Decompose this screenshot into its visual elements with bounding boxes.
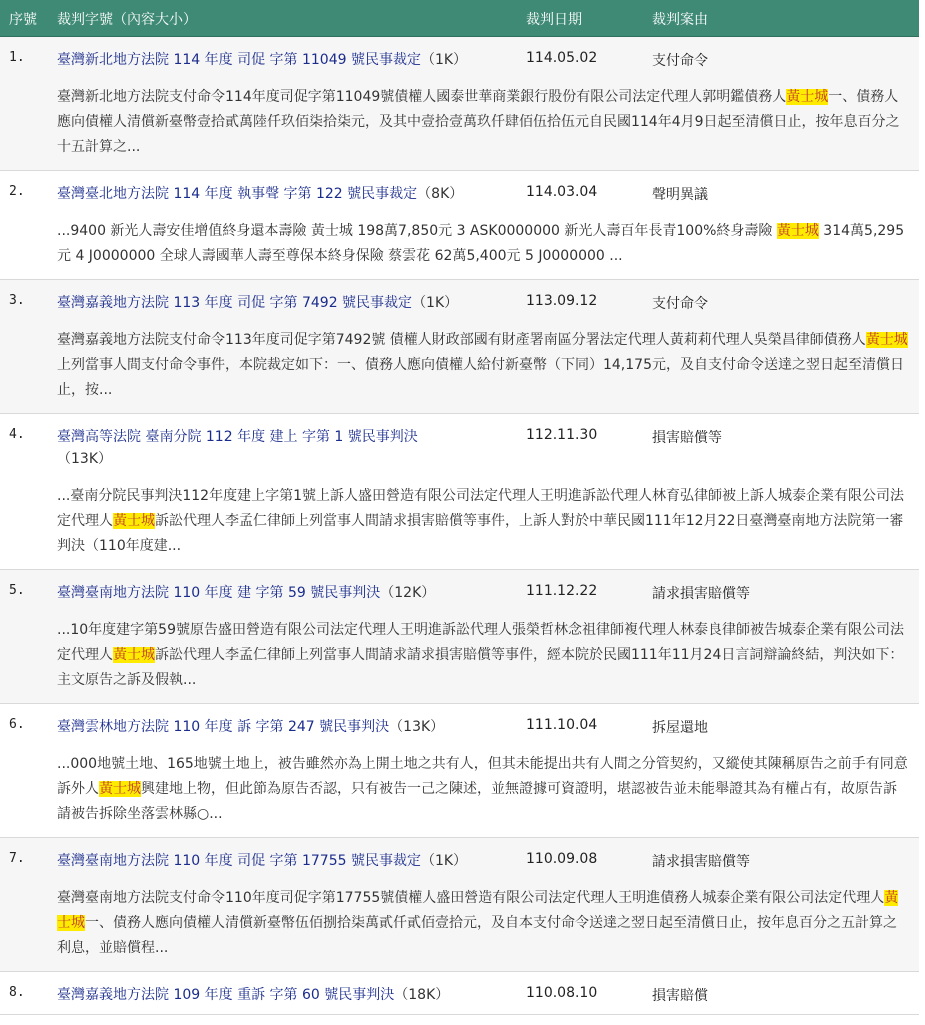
header-reason: 裁判案由 (652, 12, 708, 28)
search-highlight: 黃士城 (99, 781, 141, 797)
row-index: 4. (9, 427, 25, 442)
judgment-date: 111.12.22 (526, 583, 598, 599)
table-row (0, 570, 919, 704)
table-row (0, 414, 919, 570)
judgment-reason: 聲明異議 (652, 187, 708, 203)
row-index: 1. (9, 50, 25, 65)
judgment-link[interactable]: 臺灣雲林地方法院 110 年度 訴 字第 247 號民事判決（13K） (57, 719, 445, 735)
judgment-link[interactable]: 臺灣高等法院 臺南分院 112 年度 建上 字第 1 號民事判決 （13K） (57, 429, 418, 467)
content-size: （12K） (380, 585, 436, 601)
judgment-link[interactable]: 臺灣嘉義地方法院 109 年度 重訴 字第 60 號民事判決（18K） (57, 987, 450, 1003)
row-index: 3. (9, 293, 25, 308)
table-row (0, 37, 919, 171)
judgment-summary: 臺灣嘉義地方法院支付命令113年度司促字第7492號 債權人財政部國有財產署南區分署法定代理人黃莉莉代理人吳榮昌律師債務人黃士城上列當事人間支付命令事件，本院裁定如下：一、債務人應向債權人給付新臺幣（下同）14,175元，及自支付命令送達之翌日起至清償日止，按... (57, 332, 908, 398)
judgment-link[interactable]: 臺灣新北地方法院 114 年度 司促 字第 11049 號民事裁定（1K） (57, 52, 468, 68)
judgment-reason: 支付命令 (652, 296, 708, 312)
judgment-link[interactable]: 臺灣臺北地方法院 114 年度 執事聲 字第 122 號民事裁定（8K） (57, 186, 464, 202)
judgment-summary: ...臺南分院民事判決112年度建上字第1號上訴人盛田營造有限公司法定代理人王明進訴訟代理人林育弘律師被上訴人城泰企業有限公司法定代理人黃士城訴訟代理人李孟仁律師上列當事人間請求損害賠償等事件，上訴人對於中華民國111年12月22日臺灣臺南地方法院第一審判決（110年度建... (57, 488, 904, 554)
judgment-date: 114.03.04 (526, 184, 598, 200)
row-index: 2. (9, 184, 25, 199)
row-index: 8. (9, 985, 25, 1000)
row-index: 6. (9, 717, 25, 732)
judgment-date: 112.11.30 (526, 427, 598, 443)
header-title: 裁判字號（內容大小） (57, 12, 197, 28)
content-size: （18K） (394, 987, 450, 1003)
judgment-summary: ...10年度建字第59號原告盛田營造有限公司法定代理人王明進訴訟代理人張榮哲林念祖律師複代理人林泰良律師被告城泰企業有限公司法定代理人黃士城訴訟代理人李孟仁律師上列當事人間請求請求損害賠償等事件，經本院於民國111年11月24日言詞辯論終結，判決如下：主文原告之訴及假執... (57, 622, 904, 688)
search-highlight: 黃士城 (776, 223, 819, 239)
judgment-reason: 損害賠償 (652, 988, 708, 1004)
judgment-reason: 支付命令 (652, 53, 708, 69)
judgment-summary: ...9400 新光人壽安佳增值終身還本壽險 黃士城 198萬7,850元 3 ASK0000000 新光人壽百年長青100%終身壽險 黃士城 314萬5,295元 4 J0000000 全球人壽國華人壽至尊保本終身保險 蔡雲花 62萬5,400元 5 J0000000 ... (57, 223, 905, 264)
table-row (0, 972, 919, 1015)
judgment-summary: ...000地號土地、165地號土地上，被告雖然亦為上開土地之共有人，但其未能提出共有人間之分管契約，又縱使其陳稱原告之前手有同意訴外人黃士城興建地上物，但此節為原告否認，只有被告一己之陳述，並無證據可資證明，堪認被告並未能舉證其為有權占有，故原告訴請被告拆除坐落雲林縣○... (57, 756, 908, 822)
judgment-date: 114.05.02 (526, 50, 598, 66)
judgment-date: 111.10.04 (526, 717, 598, 733)
table-row (0, 171, 919, 280)
judgment-reason: 損害賠償等 (652, 430, 722, 446)
judgment-reason: 拆屋還地 (652, 720, 708, 736)
content-size: （13K） (389, 719, 445, 735)
search-highlight: 黃士城 (113, 647, 155, 663)
row-index: 7. (9, 851, 25, 866)
content-size: （13K） (57, 451, 112, 467)
judgment-summary: 臺灣新北地方法院支付命令114年度司促字第11049號債權人國泰世華商業銀行股份有限公司法定代理人郭明鑑債務人黃士城一、債務人應向債權人清償新臺幣壹拾貳萬陸仟玖佰柒拾柒元，及其中壹拾壹萬玖仟肆佰伍拾伍元自民國114年4月9日起至清償日止，按年息百分之十五計算之... (57, 89, 900, 155)
content-size: （8K） (417, 186, 464, 202)
search-highlight: 黃士城 (57, 890, 899, 931)
search-highlight: 黃士城 (113, 513, 155, 529)
judgment-summary: 臺灣臺南地方法院支付命令110年度司促字第17755號債權人盛田營造有限公司法定代理人王明進債務人城泰企業有限公司法定代理人黃士城一、債務人應向債權人清償新臺幣伍佰捌拾柒萬貳仟貳佰壹拾元，及自本支付命令送達之翌日起至清償日止，按年息百分之五計算之利息，並賠償程... (57, 890, 899, 956)
content-size: （1K） (412, 295, 459, 311)
judgment-link[interactable]: 臺灣臺南地方法院 110 年度 建 字第 59 號民事判決（12K） (57, 585, 436, 601)
judgment-date: 110.09.08 (526, 851, 598, 867)
table-row (0, 280, 919, 414)
judgment-date: 113.09.12 (526, 293, 598, 309)
search-highlight: 黃士城 (786, 89, 829, 105)
judgment-reason: 請求損害賠償等 (652, 586, 750, 602)
judgment-reason: 請求損害賠償等 (652, 854, 750, 870)
content-size: （1K） (420, 853, 468, 869)
judgment-link[interactable]: 臺灣嘉義地方法院 113 年度 司促 字第 7492 號民事裁定（1K） (57, 295, 459, 311)
header-date: 裁判日期 (526, 12, 582, 28)
judgment-link[interactable]: 臺灣臺南地方法院 110 年度 司促 字第 17755 號民事裁定（1K） (57, 853, 468, 869)
content-size: （1K） (420, 52, 468, 68)
judgment-date: 110.08.10 (526, 985, 598, 1001)
table-row (0, 838, 919, 972)
table-header (0, 0, 919, 37)
table-row (0, 704, 919, 838)
search-highlight: 黃士城 (865, 332, 908, 348)
header-index: 序號 (9, 12, 37, 28)
row-index: 5. (9, 583, 25, 598)
